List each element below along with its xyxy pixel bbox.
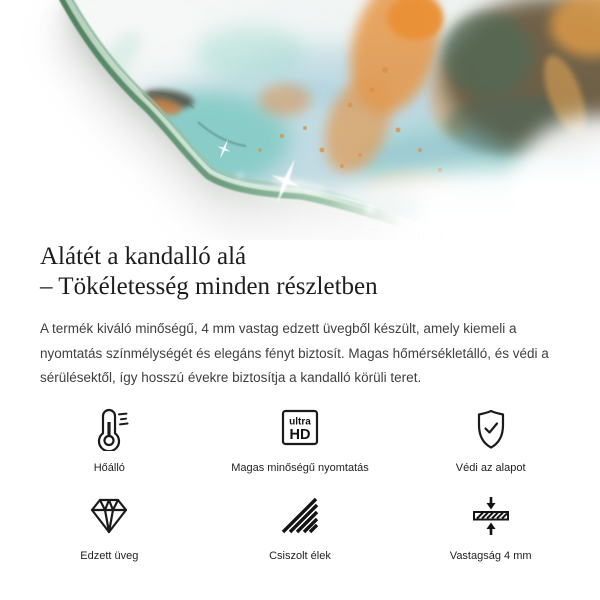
- ultra-hd-icon: [277, 407, 323, 453]
- svg-text:HD: HD: [289, 426, 311, 443]
- feature-protects-base: [395, 407, 586, 474]
- product-image: [0, 0, 600, 240]
- feature-tempered-glass: [14, 495, 205, 562]
- product-copy: [0, 242, 600, 391]
- feature-print-quality: [205, 407, 396, 474]
- feature-heat-resistant: [14, 407, 205, 474]
- diamond-icon: [87, 495, 131, 541]
- title-line-1: Alátét a kandalló alá: [40, 243, 247, 270]
- feature-label: Vastagság 4 mm: [449, 549, 532, 562]
- thermometer-heat-icon: [89, 407, 129, 453]
- shield-check-icon: [471, 407, 511, 453]
- feature-grid: [0, 407, 600, 562]
- glass-mat-render: [0, 0, 600, 240]
- page-title: [40, 242, 556, 302]
- feature-label: Magas minőségű nyomtatás: [231, 461, 369, 474]
- feature-label: Edzett üveg: [80, 549, 139, 562]
- polished-edges-icon: [279, 495, 321, 541]
- thickness-icon: [469, 495, 513, 541]
- product-description: A termék kiváló minőségű, 4 mm vastag edzett üvegből készült, amely kiemeli a nyomtatás színmélységét és elegáns fényt biztosít. Magas hőmérsékletálló, és védi a sérülésektől, így hosszú évekre biztosítja a kandalló körüli teret.: [40, 321, 549, 385]
- feature-polished-edges: [205, 495, 396, 562]
- feature-label: Védi az alapot: [455, 461, 526, 474]
- feature-thickness: [395, 495, 586, 562]
- feature-label: Csiszolt élek: [269, 549, 331, 562]
- svg-text:ultra: ultra: [289, 416, 311, 427]
- title-line-2: – Tökéletesség minden részletben: [40, 273, 378, 300]
- feature-label: Hőálló: [93, 461, 125, 474]
